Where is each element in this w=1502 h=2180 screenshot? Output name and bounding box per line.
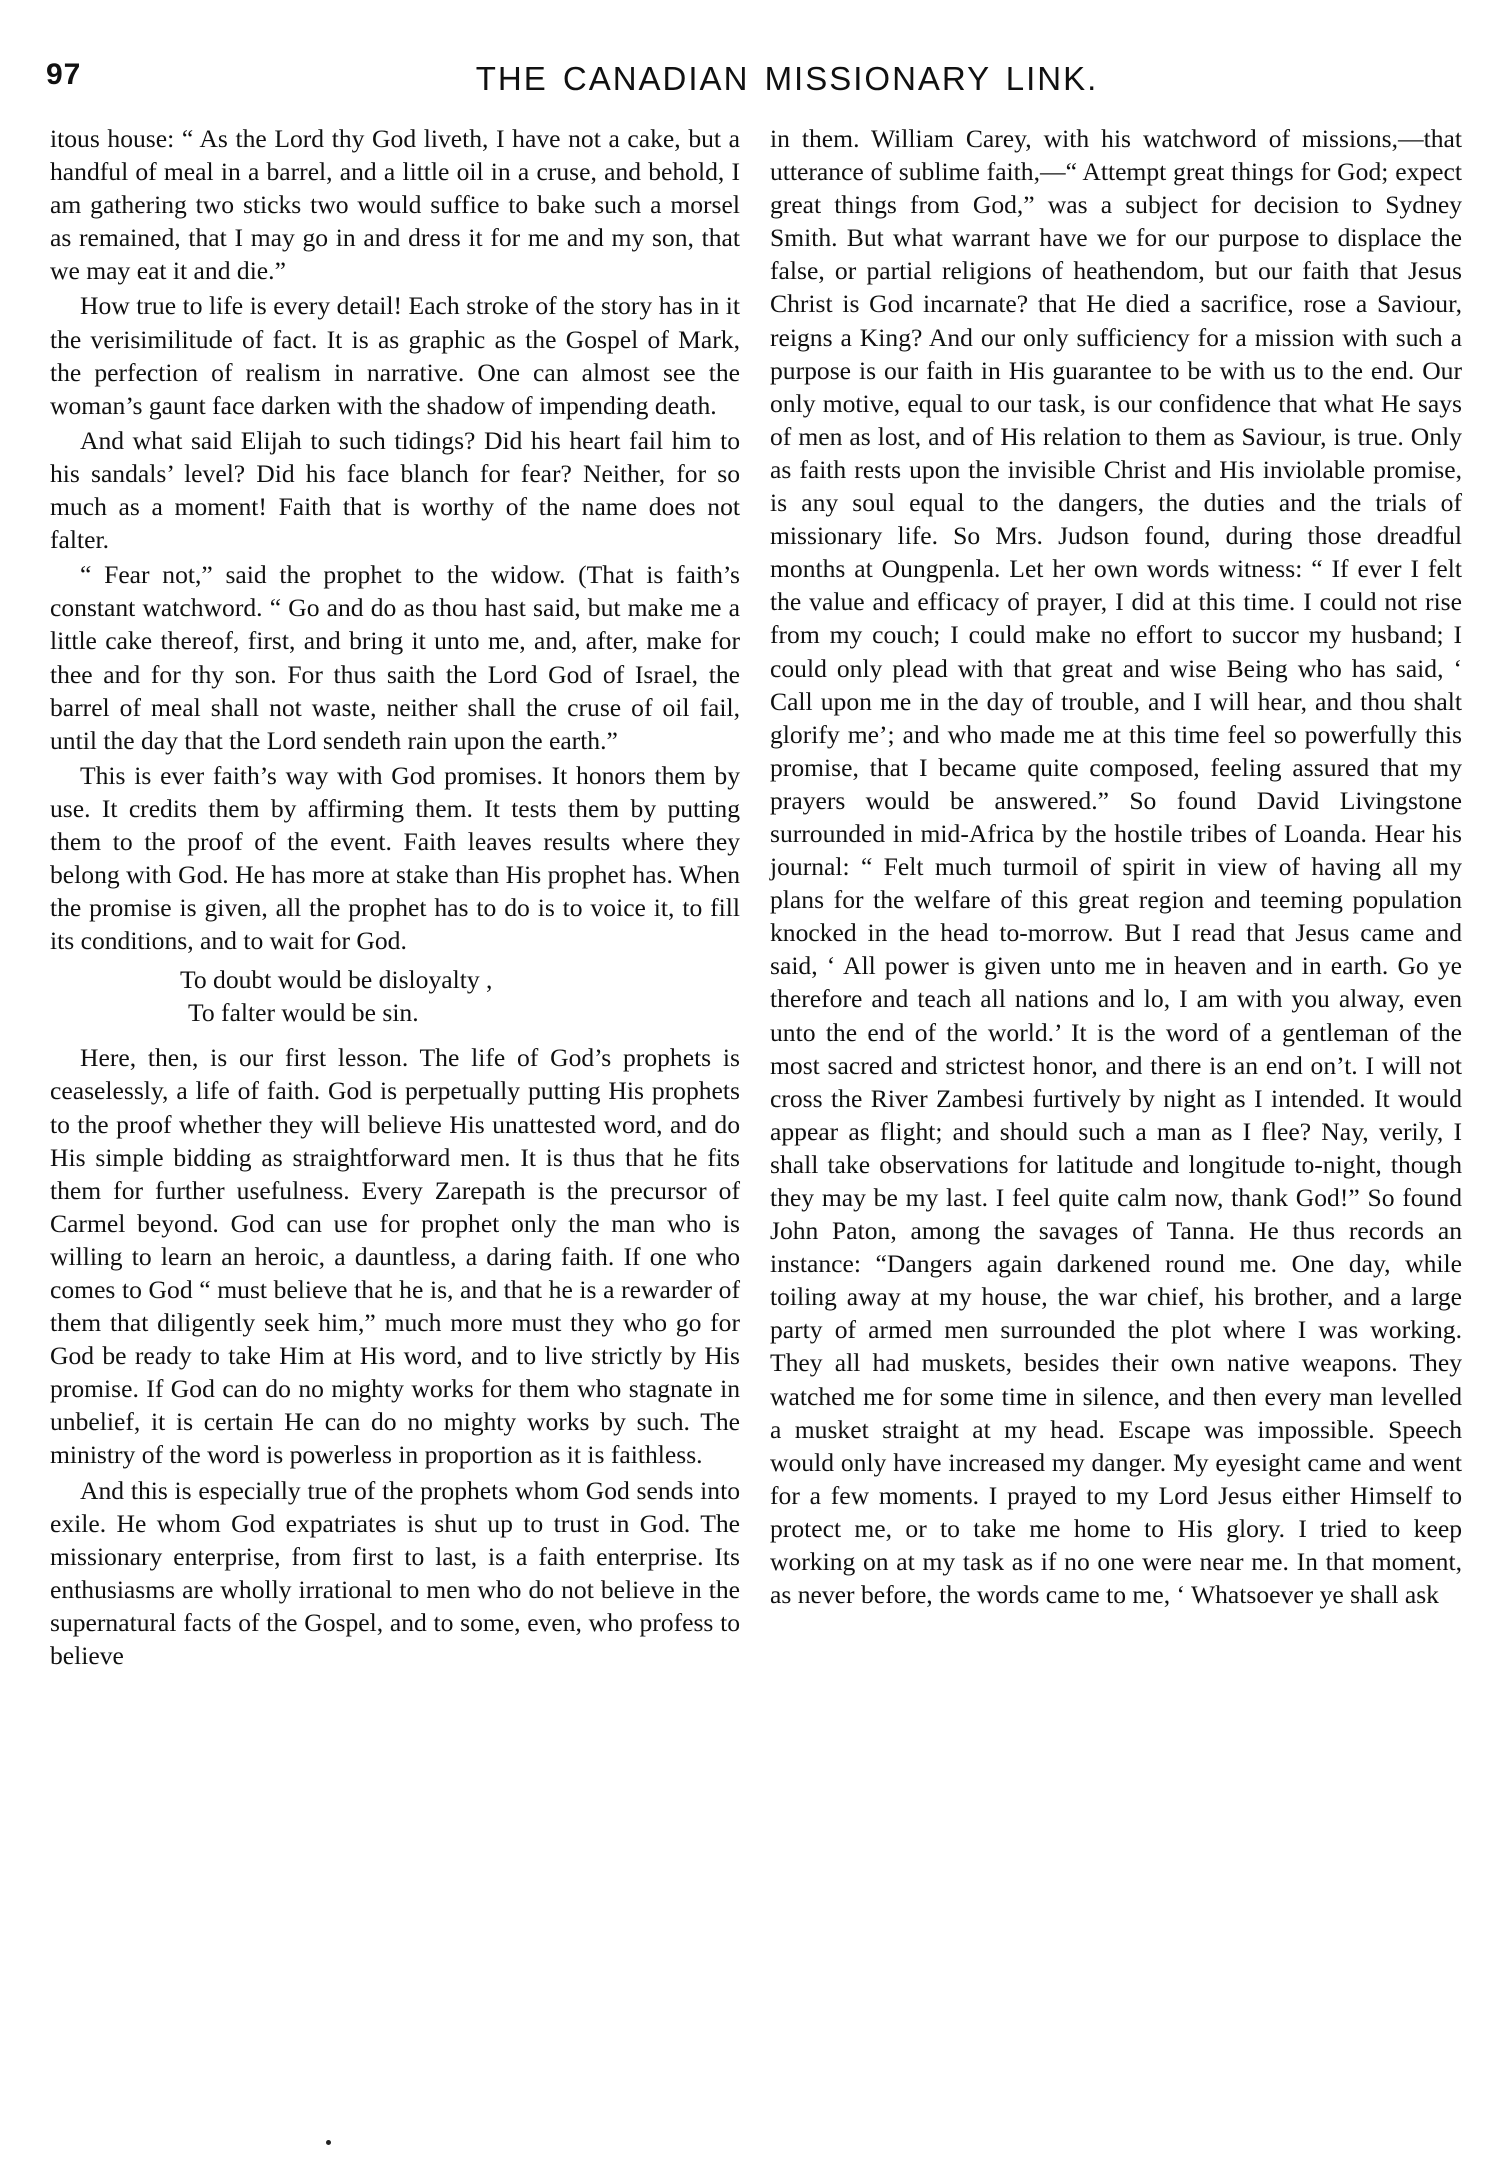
paragraph: “ Fear not,” said the prophet to the widow. (That is faith’s constant watchword. “ Go and do as thou hast said, but make me a little cake thereof, first, and bring it unto me, and, after, make for thee and for thy son. For thus saith the Lord God of Israel, the barrel of meal shall not waste, neither shall the cruse of oil fail, until the day that the Lord sendeth rain upon the earth.” <box>50 560 740 755</box>
paragraph: How true to life is every detail! Each stroke of the story has in it the verisimilitude of fact. It is as graphic as the Gospel of Mark, the perfection of realism in narrative. One can almost see the woman’s gaunt face darken with the shadow of impending death. <box>50 291 740 420</box>
right-column <box>770 122 1462 1613</box>
print-speck <box>326 2140 331 2145</box>
verse-line: To doubt would be disloyalty , <box>180 965 493 995</box>
paragraph: in them. William Carey, with his watchword of missions,—that utterance of sublime faith,—“ Attempt great things for God; expect great things from God,” was a subject for decision to Sydney Smith. But what warrant have we for our purpose to displace the false, or partial religions of heathendom, but our faith that Jesus Christ is God incarnate? that He died a sacrifice, rose a Saviour, reigns a King? And our only sufficiency for a mission with such a purpose is our faith in His guarantee to be with us to the end. Our only motive, equal to our task, is our confidence that what He says of men as lost, and of His relation to them as Saviour, is true. Only as faith rests upon the invisible Christ and His inviolable promise, is any soul equal to the dangers, the duties and the trials of missionary life. So Mrs. Judson found, during those dreadful months at Oungpenla. Let her own words witness: “ If ever I felt the value and efficacy of prayer, I did at this time. I could not rise from my couch; I could make no effort to succor my husband; I could only plead with that great and wise Being who has said, ‘ Call upon me in the day of trouble, and I will hear, and thou shalt glorify me’; and who made me at this time feel so powerfully this promise, that I became quite composed, feeling assured that my prayers would be answered.” So found David Livingstone surrounded in mid-Africa by the hostile tribes of Loanda. Hear his journal: “ Felt much turmoil of spirit in view of having all my plans for the welfare of this great region and teeming population knocked in the head to-morrow. But I read that Jesus came and said, ‘ All power is given unto me in heaven and in earth. Go ye therefore and teach all nations and lo, I am with you alway, even unto the end of the world.’ It is the word of a gentleman of the most sacred and strictest honor, and there is an end on’t. I will not cross the River Zambesi furtively by night as I intended. It would appear as flight; and should such a man as I flee? Nay, verily, I shall take observations for latitude and longitude to-night, though they may be my last. I feel quite calm now, thank God!” So found John Paton, among the savages of Tanna. He thus records an instance: “Dangers again darkened round me. One day, while toiling away at my house, the war chief, his brother, and a large party of armed men surrounded the plot where I was working. They all had muskets, besides their own native weapons. They watched me for some time in silence, and then every man levelled a musket straight at my head. Escape was impossible. Speech would only have increased my danger. My eyesight came and went for a few moments. I prayed to my Lord Jesus either Himself to protect me, or to take me home to His glory. I tried to keep working on at my task as if no one were near me. In that moment, as never before, the words came to me, ‘ Whatsoever ye shall ask <box>770 124 1462 1610</box>
paragraph: itous house: “ As the Lord thy God liveth, I have not a cake, but a handful of meal in a barrel, and a little oil in a cruse, and behold, I am gathering two sticks two would suffice to bake such a morsel as remained, that I may go in and dress it for me and my son, that we may eat it and die.” <box>50 124 740 286</box>
paragraph: This is ever faith’s way with God promises. It honors them by use. It credits them by affirming them. It tests them by putting them to the proof of the event. Faith leaves results where they belong with God. He has more at stake than His prophet has. When the promise is given, all the prophet has to do is to voice it, to fill its conditions, and to wait for God. <box>50 760 740 956</box>
page-number: 97 <box>46 58 82 91</box>
paragraph: Here, then, is our first lesson. The life of God’s prophets is ceaselessly, a life of faith. God is perpetually putting His prophets to the proof whether they will believe His unattested word, and do His simple bidding as straightforward men. It is thus that he fits them for further usefulness. Every Zarepath is the precursor of Carmel beyond. God can use for prophet only the man who is willing to learn an heroic, a dauntless, a daring faith. If one who comes to God “ must believe that he is, and that he is a rewarder of them that diligently seek him,” much more must they who go for God be ready to take Him at His word, and to live strictly by His promise. If God can do no mighty works for them who stagnate in unbelief, it is certain He can do no mighty works by such. The ministry of the word is powerless in proportion as it is faithless. <box>50 1043 740 1470</box>
running-title: THE CANADIAN MISSIONARY LINK. <box>475 60 1099 97</box>
paragraph: And this is especially true of the prophets whom God sends into exile. He whom God expatriates is shut up to trust in God. The missionary enterprise, from first to last, is a faith enterprise. Its enthusiasms are wholly irrational to men who do not believe in the supernatural facts of the Gospel, and to some, even, who profess to believe <box>50 1475 740 1671</box>
verse-line: To falter would be sin. <box>188 998 419 1028</box>
page-header <box>42 54 1462 104</box>
left-column <box>50 122 740 1674</box>
verse-couplet <box>50 963 740 1029</box>
paragraph: And what said Elijah to such tidings? Did his heart fail him to his sandals’ level? Did his face blanch for fear? Neither, for so much as a moment! Faith that is worthy of the name does not falter. <box>50 425 740 555</box>
